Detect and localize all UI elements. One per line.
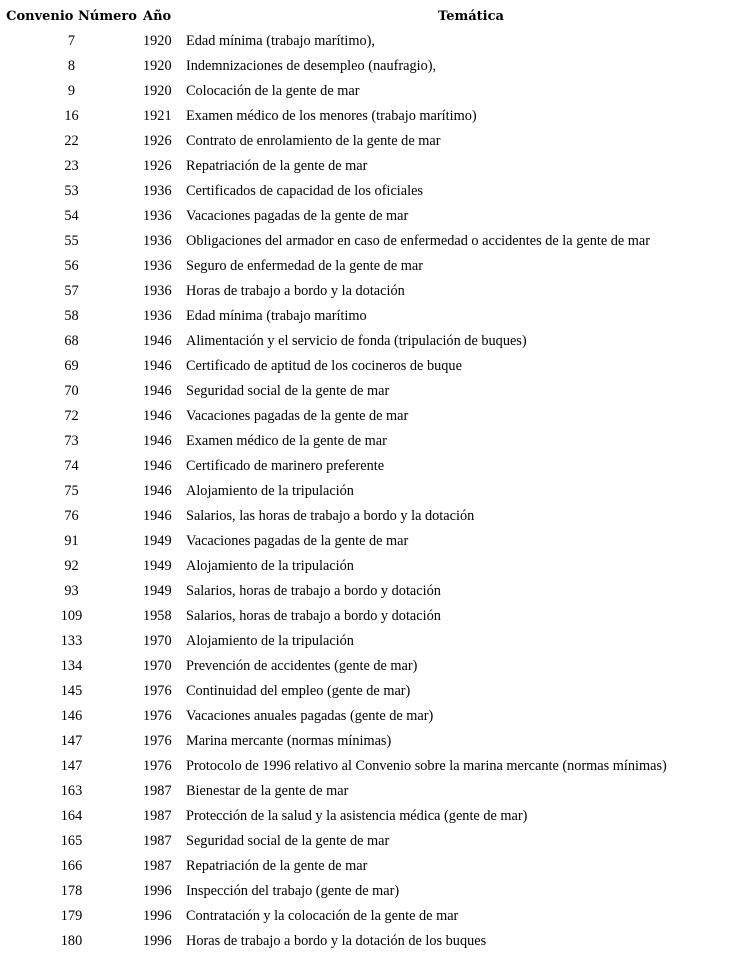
- convenio-numero-cell: 53: [64, 183, 79, 199]
- table-row: [0, 604, 756, 629]
- table-row: [0, 704, 756, 729]
- anio-cell: 1970: [143, 633, 172, 649]
- tematica-cell: Vacaciones pagadas de la gente de mar: [186, 533, 409, 549]
- header-anio: Año: [143, 9, 172, 24]
- tematica-cell: Contratación y la colocación de la gente de mar: [186, 908, 459, 924]
- anio-cell: 1936: [143, 233, 172, 249]
- convenio-numero-cell: 68: [64, 333, 79, 349]
- table-row: [0, 879, 756, 904]
- convenio-numero-cell: 146: [60, 708, 83, 724]
- convenio-numero-cell: 92: [64, 558, 79, 574]
- tematica-cell: Alimentación y el servicio de fonda (tripulación de buques): [186, 333, 527, 349]
- anio-cell: 1946: [143, 333, 172, 349]
- tematica-cell: Horas de trabajo a bordo y la dotación de los buques: [186, 933, 487, 949]
- anio-cell: 1936: [143, 208, 172, 224]
- anio-cell: 1987: [143, 858, 172, 874]
- anio-cell: 1976: [143, 758, 172, 774]
- anio-cell: 1920: [143, 58, 172, 74]
- tematica-cell: Certificados de capacidad de los oficiales: [186, 183, 423, 199]
- anio-cell: 1987: [143, 808, 172, 824]
- table-row: [0, 554, 756, 579]
- tematica-cell: Edad mínima (trabajo marítimo: [186, 308, 367, 324]
- anio-cell: 1936: [143, 258, 172, 274]
- tematica-cell: Repatriación de la gente de mar: [186, 158, 368, 174]
- table-row: [0, 779, 756, 804]
- tematica-cell: Obligaciones del armador en caso de enfermedad o accidentes de la gente de mar: [186, 233, 651, 249]
- anio-cell: 1926: [143, 133, 172, 149]
- anio-cell: 1946: [143, 483, 172, 499]
- convenio-numero-cell: 165: [60, 833, 83, 849]
- anio-cell: 1946: [143, 383, 172, 399]
- table-row: [0, 129, 756, 154]
- convenio-numero-cell: 23: [64, 158, 79, 174]
- tematica-cell: Indemnizaciones de desempleo (naufragio),: [186, 58, 437, 74]
- table-row: [0, 454, 756, 479]
- convenio-numero-cell: 147: [60, 758, 83, 774]
- convenio-numero-cell: 178: [60, 883, 83, 899]
- table-row: [0, 654, 756, 679]
- table-row: [0, 79, 756, 104]
- tematica-cell: Continuidad del empleo (gente de mar): [186, 683, 411, 699]
- table-row: [0, 804, 756, 829]
- convenio-numero-cell: 16: [64, 108, 79, 124]
- convenio-numero-cell: 163: [60, 783, 83, 799]
- tematica-cell: Examen médico de los menores (trabajo marítimo): [186, 108, 477, 124]
- tematica-cell: Edad mínima (trabajo marítimo),: [186, 33, 375, 49]
- table-row: [0, 754, 756, 779]
- convenio-numero-cell: 73: [64, 433, 79, 449]
- tematica-cell: Alojamiento de la tripulación: [186, 633, 354, 649]
- table-row: [0, 829, 756, 854]
- anio-cell: 1996: [143, 908, 172, 924]
- table-row: [0, 379, 756, 404]
- convenio-numero-cell: 164: [60, 808, 83, 824]
- convenio-numero-cell: 179: [60, 908, 83, 924]
- tematica-cell: Alojamiento de la tripulación: [186, 483, 354, 499]
- tematica-cell: Certificado de aptitud de los cocineros de buque: [186, 358, 462, 374]
- tematica-cell: Certificado de marinero preferente: [186, 458, 385, 474]
- convenio-numero-cell: 8: [67, 58, 76, 74]
- convenios-table: [0, 4, 756, 954]
- tematica-cell: Inspección del trabajo (gente de mar): [186, 883, 400, 899]
- tematica-cell: Seguridad social de la gente de mar: [186, 833, 390, 849]
- anio-cell: 1987: [143, 833, 172, 849]
- anio-cell: 1949: [143, 533, 172, 549]
- table-row: [0, 529, 756, 554]
- table-body: [0, 29, 756, 954]
- anio-cell: 1976: [143, 708, 172, 724]
- table-row: [0, 179, 756, 204]
- convenio-numero-cell: 57: [64, 283, 79, 299]
- convenio-numero-cell: 72: [64, 408, 79, 424]
- tematica-cell: Salarios, las horas de trabajo a bordo y la dotación: [186, 508, 475, 524]
- table-row: [0, 354, 756, 379]
- convenio-numero-cell: 109: [60, 608, 83, 624]
- tematica-cell: Alojamiento de la tripulación: [186, 558, 354, 574]
- convenio-numero-cell: 74: [64, 458, 79, 474]
- table-row: [0, 904, 756, 929]
- table-row: [0, 479, 756, 504]
- tematica-cell: Horas de trabajo a bordo y la dotación: [186, 283, 405, 299]
- anio-cell: 1946: [143, 408, 172, 424]
- convenio-numero-cell: 55: [64, 233, 79, 249]
- convenio-numero-cell: 56: [64, 258, 79, 274]
- tematica-cell: Seguridad social de la gente de mar: [186, 383, 390, 399]
- convenio-numero-cell: 134: [60, 658, 83, 674]
- convenio-numero-cell: 91: [64, 533, 79, 549]
- table-row: [0, 204, 756, 229]
- table-row: [0, 929, 756, 954]
- anio-cell: 1949: [143, 583, 172, 599]
- anio-cell: 1946: [143, 358, 172, 374]
- convenio-numero-cell: 70: [64, 383, 79, 399]
- header-tematica: Temática: [438, 9, 504, 24]
- table-row: [0, 304, 756, 329]
- tematica-cell: Vacaciones pagadas de la gente de mar: [186, 208, 409, 224]
- convenio-numero-cell: 9: [67, 83, 76, 99]
- table-row: [0, 104, 756, 129]
- convenio-numero-cell: 166: [60, 858, 83, 874]
- anio-cell: 1946: [143, 458, 172, 474]
- anio-cell: 1926: [143, 158, 172, 174]
- convenio-numero-cell: 7: [67, 33, 76, 49]
- table-row: [0, 404, 756, 429]
- anio-cell: 1949: [143, 558, 172, 574]
- convenio-numero-cell: 69: [64, 358, 79, 374]
- anio-cell: 1936: [143, 183, 172, 199]
- convenio-numero-cell: 145: [60, 683, 83, 699]
- table-row: [0, 279, 756, 304]
- anio-cell: 1976: [143, 733, 172, 749]
- table-row: [0, 729, 756, 754]
- tematica-cell: Vacaciones anuales pagadas (gente de mar): [186, 708, 434, 724]
- convenio-numero-cell: 147: [60, 733, 83, 749]
- anio-cell: 1996: [143, 883, 172, 899]
- anio-cell: 1987: [143, 783, 172, 799]
- table-row: [0, 504, 756, 529]
- table-row: [0, 54, 756, 79]
- anio-cell: 1920: [143, 83, 172, 99]
- table-row: [0, 29, 756, 54]
- tematica-cell: Salarios, horas de trabajo a bordo y dotación: [186, 583, 441, 599]
- tematica-cell: Bienestar de la gente de mar: [186, 783, 349, 799]
- table-row: [0, 329, 756, 354]
- table-row: [0, 254, 756, 279]
- tematica-cell: Protección de la salud y la asistencia médica (gente de mar): [186, 808, 528, 824]
- table-row: [0, 854, 756, 879]
- convenio-numero-cell: 76: [64, 508, 79, 524]
- tematica-cell: Protocolo de 1996 relativo al Convenio sobre la marina mercante (normas mínimas): [186, 758, 667, 774]
- header-row: [0, 4, 756, 29]
- tematica-cell: Marina mercante (normas mínimas): [186, 733, 392, 749]
- anio-cell: 1946: [143, 508, 172, 524]
- anio-cell: 1970: [143, 658, 172, 674]
- convenio-numero-cell: 22: [64, 133, 79, 149]
- anio-cell: 1936: [143, 308, 172, 324]
- convenio-numero-cell: 93: [64, 583, 79, 599]
- anio-cell: 1936: [143, 283, 172, 299]
- tematica-cell: Examen médico de la gente de mar: [186, 433, 387, 449]
- table-row: [0, 429, 756, 454]
- table-row: [0, 154, 756, 179]
- table-row: [0, 629, 756, 654]
- anio-cell: 1976: [143, 683, 172, 699]
- tematica-cell: Repatriación de la gente de mar: [186, 858, 368, 874]
- anio-cell: 1921: [143, 108, 172, 124]
- tematica-cell: Salarios, horas de trabajo a bordo y dotación: [186, 608, 441, 624]
- anio-cell: 1946: [143, 433, 172, 449]
- convenio-numero-cell: 133: [60, 633, 83, 649]
- tematica-cell: Contrato de enrolamiento de la gente de mar: [186, 133, 441, 149]
- tematica-cell: Vacaciones pagadas de la gente de mar: [186, 408, 409, 424]
- anio-cell: 1958: [143, 608, 172, 624]
- tematica-cell: Seguro de enfermedad de la gente de mar: [186, 258, 423, 274]
- convenio-numero-cell: 180: [60, 933, 83, 949]
- tematica-cell: Colocación de la gente de mar: [186, 83, 360, 99]
- convenio-numero-cell: 75: [64, 483, 79, 499]
- header-convenio-numero: Convenio Número: [6, 9, 137, 24]
- table-row: [0, 579, 756, 604]
- anio-cell: 1920: [143, 33, 172, 49]
- convenio-numero-cell: 58: [64, 308, 79, 324]
- table-row: [0, 229, 756, 254]
- anio-cell: 1996: [143, 933, 172, 949]
- convenio-numero-cell: 54: [64, 208, 79, 224]
- tematica-cell: Prevención de accidentes (gente de mar): [186, 658, 418, 674]
- table-row: [0, 679, 756, 704]
